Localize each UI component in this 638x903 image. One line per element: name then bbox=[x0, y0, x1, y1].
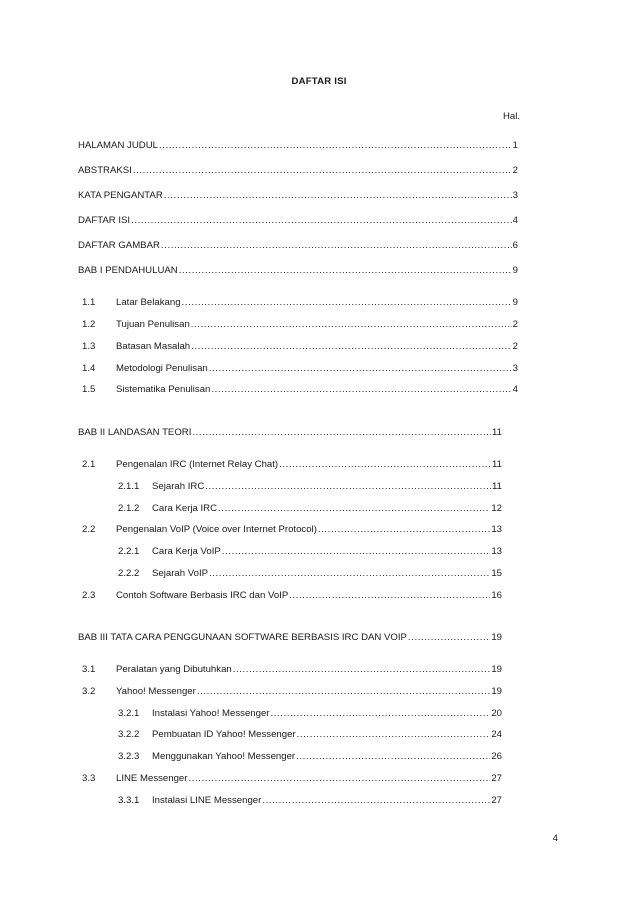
toc-dot-leader bbox=[131, 214, 512, 228]
toc-entry-page: 19 bbox=[491, 686, 502, 697]
toc-entry[interactable] bbox=[82, 663, 502, 677]
toc-entry-label: KATA PENGANTAR bbox=[78, 190, 163, 201]
toc-entry-label: Cara Kerja IRC bbox=[152, 503, 218, 514]
toc-entry-page: 13 bbox=[491, 524, 502, 535]
toc-dot-leader bbox=[318, 523, 490, 537]
toc-entry-page: 27 bbox=[491, 773, 502, 784]
toc-entry-label: Sejarah IRC bbox=[152, 481, 205, 492]
toc-entry-label: ABSTRAKSI bbox=[78, 165, 132, 176]
toc-entry-page: 9 bbox=[512, 265, 518, 276]
toc-entry-page: 20 bbox=[491, 708, 502, 719]
toc-entry-label: Instalasi LINE Messenger bbox=[152, 795, 262, 806]
toc-entry-number: 2.3 bbox=[82, 590, 96, 601]
toc-entry[interactable] bbox=[118, 545, 502, 559]
toc-entry-number: 2.2.1 bbox=[118, 546, 140, 557]
toc-entry[interactable] bbox=[78, 631, 502, 645]
toc-entry-page: 27 bbox=[491, 795, 502, 806]
toc-entry[interactable] bbox=[118, 480, 502, 494]
toc-entry[interactable] bbox=[118, 794, 502, 808]
toc-dot-leader bbox=[279, 458, 491, 472]
toc-entry-label: Menggunakan Yahoo! Messenger bbox=[152, 751, 296, 762]
toc-entry-number: 1.3 bbox=[82, 341, 96, 352]
toc-entry[interactable] bbox=[118, 567, 502, 581]
toc-entry-label: Sejarah VoIP bbox=[152, 568, 209, 579]
toc-entry-number: 2.1 bbox=[82, 459, 96, 470]
toc-entry-number: 3.2.2 bbox=[118, 729, 140, 740]
toc-entry[interactable] bbox=[82, 685, 502, 699]
toc-entry[interactable] bbox=[78, 139, 518, 153]
toc-dot-leader bbox=[179, 264, 512, 278]
toc-entry-number: 3.3.1 bbox=[118, 795, 140, 806]
toc-entry[interactable] bbox=[118, 707, 502, 721]
toc-entry-number: 1.2 bbox=[82, 319, 96, 330]
toc-entry-page: 26 bbox=[491, 751, 502, 762]
toc-entry-label: DAFTAR GAMBAR bbox=[78, 240, 160, 251]
toc-entry[interactable] bbox=[82, 340, 518, 354]
toc-entry-label: HALAMAN JUDUL bbox=[78, 140, 158, 151]
toc-entry[interactable] bbox=[82, 296, 518, 310]
toc-entry-number: 1.1 bbox=[82, 297, 96, 308]
toc-entry-label: Tujuan Penulisan bbox=[116, 319, 190, 330]
toc-entry-page: 6 bbox=[512, 240, 518, 251]
toc-entry[interactable] bbox=[82, 362, 518, 376]
toc-dot-leader bbox=[297, 728, 491, 742]
toc-dot-leader bbox=[296, 750, 490, 764]
toc-dot-leader bbox=[188, 772, 490, 786]
toc-dot-leader bbox=[191, 340, 512, 354]
toc-entry-page: 11 bbox=[492, 459, 502, 470]
toc-entry[interactable] bbox=[78, 426, 502, 440]
toc-entry[interactable] bbox=[82, 772, 502, 786]
toc-entry-label: BAB III TATA CARA PENGGUNAAN SOFTWARE BERBASIS IRC DAN VOIP bbox=[78, 632, 407, 643]
toc-entry-number: 1.5 bbox=[82, 384, 96, 395]
toc-dot-leader bbox=[408, 631, 490, 645]
toc-entry-number: 2.2.2 bbox=[118, 568, 140, 579]
toc-entry[interactable] bbox=[82, 458, 502, 472]
toc-entry-label: Metodologi Penulisan bbox=[116, 363, 208, 374]
toc-entry-label: Contoh Software Berbasis IRC dan VoIP bbox=[116, 590, 289, 601]
toc-entry-number: 2.1.1 bbox=[118, 481, 140, 492]
toc-entry-page: 19 bbox=[491, 664, 502, 675]
page-column-label: Hal. bbox=[502, 111, 520, 122]
toc-entry-label: Pembuatan ID Yahoo! Messenger bbox=[152, 729, 296, 740]
toc-entry-label: LINE Messenger bbox=[116, 773, 188, 784]
toc-entry[interactable] bbox=[82, 589, 502, 603]
toc-entry-label: DAFTAR ISI bbox=[78, 215, 131, 226]
toc-entry-page: 2 bbox=[512, 165, 518, 176]
toc-entry-label: Yahoo! Messenger bbox=[116, 686, 196, 697]
toc-entry-number: 2.1.2 bbox=[118, 503, 140, 514]
page-number: 4 bbox=[552, 833, 558, 844]
toc-dot-leader bbox=[197, 685, 491, 699]
toc-dot-leader bbox=[218, 502, 490, 516]
toc-entry-page: 9 bbox=[512, 297, 518, 308]
toc-dot-leader bbox=[205, 480, 491, 494]
toc-entry[interactable] bbox=[78, 239, 518, 253]
toc-entry-page: 2 bbox=[512, 341, 518, 352]
toc-dot-leader bbox=[133, 164, 512, 178]
toc-entry-page: 19 bbox=[491, 632, 502, 643]
toc-entry-number: 1.4 bbox=[82, 363, 96, 374]
toc-entry[interactable] bbox=[118, 750, 502, 764]
toc-dot-leader bbox=[182, 296, 512, 310]
toc-entry-label: Peralatan yang Dibutuhkan bbox=[116, 664, 232, 675]
toc-dot-leader bbox=[211, 383, 511, 397]
toc-entry-page: 3 bbox=[512, 363, 518, 374]
toc-dot-leader bbox=[192, 426, 491, 440]
toc-entry-label: Cara Kerja VoIP bbox=[152, 546, 221, 557]
toc-entry-page: 11 bbox=[492, 427, 502, 438]
toc-entry[interactable] bbox=[78, 164, 518, 178]
toc-entry-number: 3.2.1 bbox=[118, 708, 140, 719]
toc-entry[interactable] bbox=[118, 502, 502, 516]
toc-dot-leader bbox=[209, 362, 512, 376]
toc-dot-leader bbox=[271, 707, 491, 721]
toc-dot-leader bbox=[209, 567, 490, 581]
toc-dot-leader bbox=[191, 318, 512, 332]
toc-entry[interactable] bbox=[78, 189, 518, 203]
toc-entry-number: 3.3 bbox=[82, 773, 96, 784]
toc-entry-page: 1 bbox=[512, 140, 518, 151]
toc-entry-number: 2.2 bbox=[82, 524, 96, 535]
toc-dot-leader bbox=[164, 189, 512, 203]
toc-entry-page: 15 bbox=[491, 568, 502, 579]
toc-entry[interactable] bbox=[82, 318, 518, 332]
toc-entry-label: Pengenalan VoIP (Voice over Internet Protocol) bbox=[116, 524, 317, 535]
toc-entry-page: 16 bbox=[491, 590, 502, 601]
toc-entry-number: 3.2 bbox=[82, 686, 96, 697]
toc-entry[interactable] bbox=[118, 728, 502, 742]
toc-entry-label: Instalasi Yahoo! Messenger bbox=[152, 708, 270, 719]
document-title: DAFTAR ISI bbox=[291, 76, 347, 87]
toc-dot-leader bbox=[289, 589, 490, 603]
toc-entry-label: Pengenalan IRC (Internet Relay Chat) bbox=[116, 459, 279, 470]
toc-entry-page: 12 bbox=[491, 503, 502, 514]
toc-dot-leader bbox=[159, 139, 512, 153]
toc-dot-leader bbox=[233, 663, 491, 677]
toc-dot-leader bbox=[262, 794, 490, 808]
toc-entry-page: 3 bbox=[512, 190, 518, 201]
toc-entry-label: Batasan Masalah bbox=[116, 341, 191, 352]
toc-entry-label: BAB I PENDAHULUAN bbox=[78, 265, 178, 276]
toc-entry-page: 13 bbox=[491, 546, 502, 557]
toc-entry-page: 11 bbox=[492, 481, 502, 492]
toc-entry-number: 3.2.3 bbox=[118, 751, 140, 762]
toc-entry[interactable] bbox=[82, 523, 502, 537]
toc-entry-page: 2 bbox=[512, 319, 518, 330]
toc-entry-label: BAB II LANDASAN TEORI bbox=[78, 427, 192, 438]
toc-entry[interactable] bbox=[82, 383, 518, 397]
toc-entry-number: 3.1 bbox=[82, 664, 96, 675]
toc-dot-leader bbox=[222, 545, 491, 559]
toc-entry-label: Sistematika Penulisan bbox=[116, 384, 211, 395]
toc-dot-leader bbox=[161, 239, 512, 253]
toc-entry-page: 24 bbox=[491, 729, 502, 740]
toc-entry-label: Latar Belakang bbox=[116, 297, 181, 308]
toc-entry[interactable] bbox=[78, 214, 518, 228]
toc-entry-page: 4 bbox=[512, 215, 518, 226]
toc-entry[interactable] bbox=[78, 264, 518, 278]
toc-entry-page: 4 bbox=[512, 384, 518, 395]
